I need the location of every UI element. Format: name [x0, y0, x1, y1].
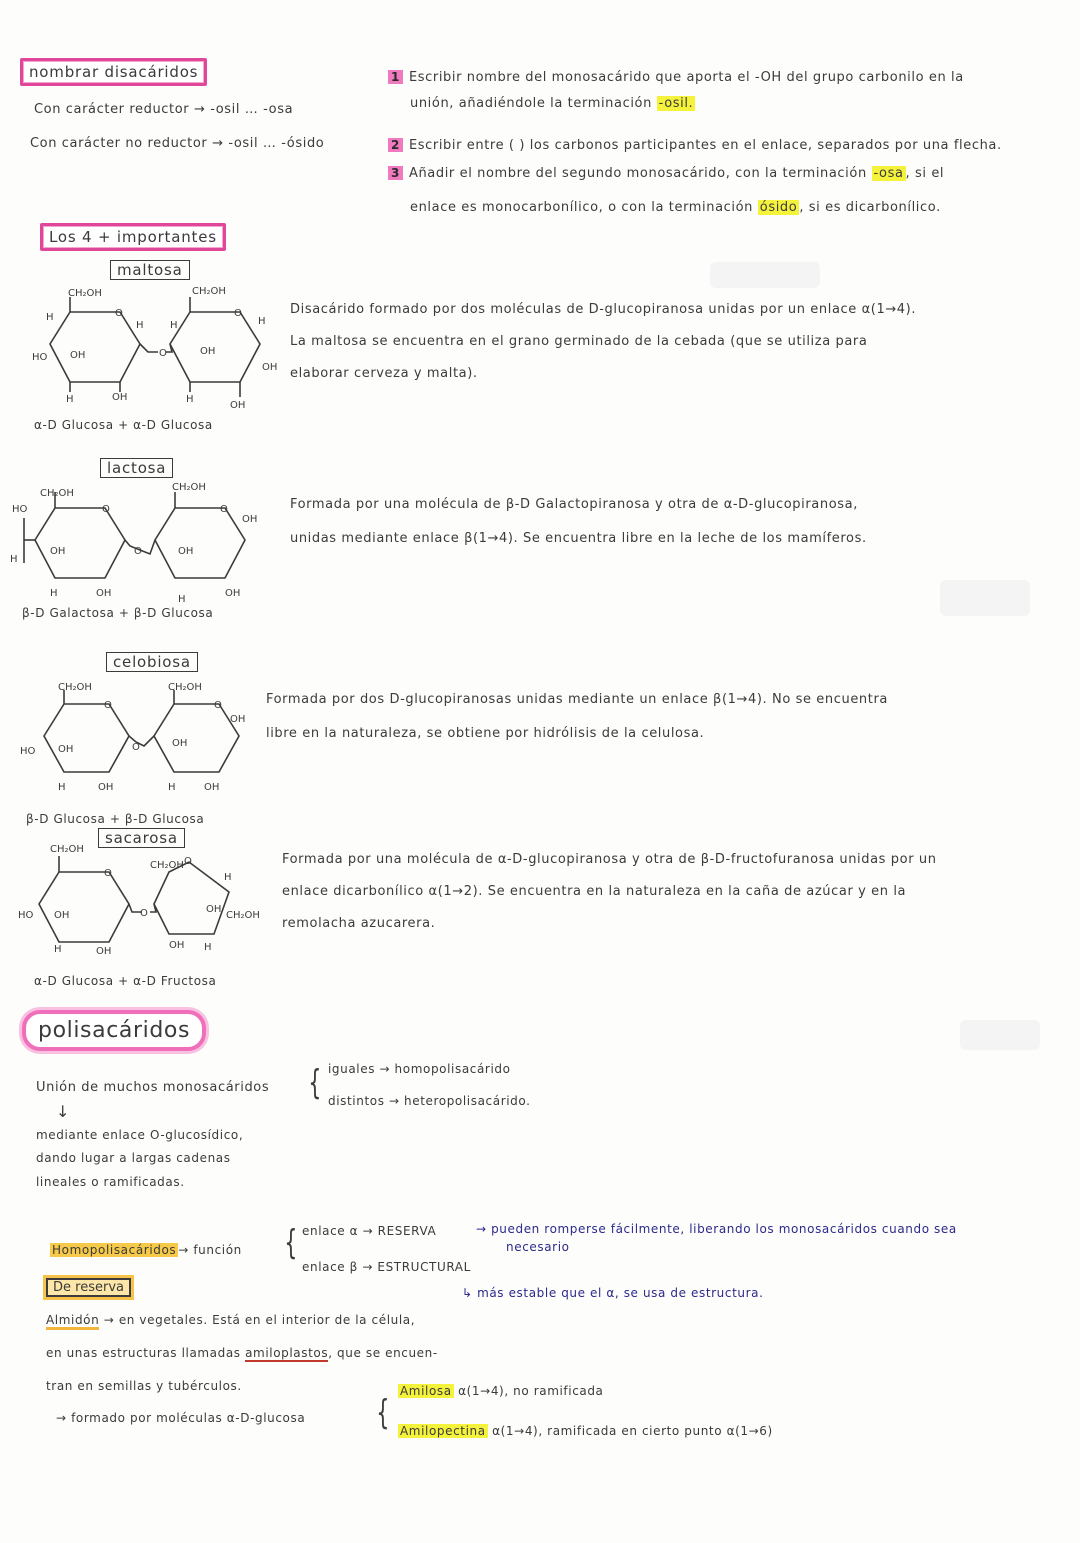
svg-text:OH: OH: [70, 350, 86, 361]
step-2: 2 Escribir entre ( ) los carbonos participantes en el enlace, separados por una flecha.: [388, 138, 1002, 154]
brace: {: [284, 1223, 298, 1263]
svg-text:OH: OH: [172, 738, 188, 749]
step-1-line-a: 1 Escribir nombre del monosacárido que aporta el -OH del grupo carbonilo en la: [388, 70, 964, 86]
svg-text:H: H: [204, 942, 212, 953]
polysaccharides-title: polisacáridos: [22, 1010, 206, 1051]
lactosa-label: lactosa: [100, 458, 173, 478]
reserve-title: De reserva: [46, 1278, 131, 1297]
svg-text:CH₂OH: CH₂OH: [50, 844, 84, 855]
svg-text:OH: OH: [206, 904, 222, 915]
svg-text:HO: HO: [12, 504, 28, 515]
svg-text:O: O: [132, 742, 140, 753]
svg-text:OH: OH: [169, 940, 185, 951]
step-1-line-b: unión, añadiéndole la terminación -osil.: [410, 96, 694, 111]
highlight-osil: -osil.: [658, 96, 694, 111]
starch-line-2: en unas estructuras llamadas amiloplastos, que se encuen-: [46, 1346, 438, 1360]
celobiosa-caption: β-D Glucosa + β-D Glucosa: [26, 812, 205, 826]
beta-note: ↳ más estable que el α, se usa de estructura.: [462, 1286, 764, 1300]
svg-text:CH₂OH: CH₂OH: [150, 860, 184, 871]
svg-text:OH: OH: [50, 546, 66, 557]
step-3-line-a: 3 Añadir el nombre del segundo monosacárido, con la terminación -osa , si el: [388, 166, 944, 182]
svg-text:OH: OH: [204, 782, 220, 793]
svg-text:CH₂OH: CH₂OH: [40, 488, 74, 499]
svg-text:O: O: [115, 308, 123, 319]
sacarosa-label: sacarosa: [98, 828, 185, 848]
svg-text:OH: OH: [58, 744, 74, 755]
celobiosa-structure: [14, 676, 264, 796]
beta-bond: enlace β → ESTRUCTURAL: [302, 1260, 471, 1274]
lactosa-structure: [10, 478, 280, 605]
svg-text:H: H: [46, 312, 54, 323]
lactosa-caption: β-D Galactosa + β-D Glucosa: [22, 606, 214, 620]
celobiosa-label: celobiosa: [106, 652, 198, 672]
svg-text:O: O: [134, 546, 142, 557]
svg-text:OH: OH: [200, 346, 216, 357]
svg-text:H: H: [136, 320, 144, 331]
svg-text:OH: OH: [112, 392, 128, 403]
svg-text:O: O: [184, 856, 192, 867]
amylose: Amilosa α(1→4), no ramificada: [400, 1384, 604, 1398]
svg-text:H: H: [10, 554, 18, 565]
svg-text:OH: OH: [54, 910, 70, 921]
starch-line-1: Almidón → en vegetales. Está en el interior de la célula,: [46, 1313, 415, 1327]
maltosa-structure: [20, 282, 280, 412]
svg-text:H: H: [186, 394, 194, 405]
brace: {: [376, 1393, 390, 1433]
svg-text:CH₂OH: CH₂OH: [68, 288, 102, 299]
svg-text:CH₂OH: CH₂OH: [58, 682, 92, 693]
maltosa-caption: α-D Glucosa + α-D Glucosa: [34, 418, 213, 432]
svg-text:H: H: [224, 872, 232, 883]
rule-reducing: Con carácter reductor → -osil … -osa: [34, 102, 294, 117]
alpha-bond: enlace α → RESERVA: [302, 1224, 437, 1238]
alpha-note-a: → pueden romperse fácilmente, liberando los monosacáridos cuando sea: [476, 1222, 957, 1236]
alpha-note-b: necesario: [506, 1240, 570, 1254]
step-3-line-b: enlace es monocarbonílico, o con la terminación ósido , si es dicarbonílico.: [410, 200, 941, 215]
bleed-through: [960, 1020, 1040, 1050]
step-number: 2: [388, 138, 403, 152]
svg-text:O: O: [104, 868, 112, 879]
rule-nonreducing: Con carácter no reductor → -osil … -ósido: [30, 136, 325, 151]
svg-text:OH: OH: [96, 946, 112, 957]
svg-text:CH₂OH: CH₂OH: [192, 286, 226, 297]
svg-text:H: H: [178, 594, 186, 605]
starch-line-3: tran en semillas y tubérculos.: [46, 1379, 242, 1393]
svg-text:HO: HO: [20, 746, 36, 757]
bleed-through: [710, 262, 820, 288]
amyloplasts-term: amiloplastos: [245, 1346, 329, 1360]
svg-text:O: O: [159, 348, 167, 359]
svg-text:O: O: [220, 504, 228, 515]
down-arrow-icon: ↓: [56, 1102, 71, 1121]
svg-text:OH: OH: [262, 362, 278, 373]
svg-text:O: O: [234, 308, 242, 319]
bleed-through: [940, 580, 1030, 616]
sacarosa-caption: α-D Glucosa + α-D Fructosa: [34, 974, 217, 988]
svg-text:OH: OH: [242, 514, 258, 525]
svg-text:OH: OH: [96, 588, 112, 599]
union-text: Unión de muchos monosacáridos: [36, 1080, 270, 1095]
amylopectin: Amilopectina α(1→4), ramificada en cierto punto α(1→6): [400, 1424, 773, 1438]
svg-text:CH₂OH: CH₂OH: [226, 910, 260, 921]
svg-text:HO: HO: [32, 352, 48, 363]
svg-text:H: H: [258, 316, 266, 327]
brace: {: [308, 1063, 322, 1103]
svg-text:H: H: [168, 782, 176, 793]
svg-text:OH: OH: [225, 588, 241, 599]
svg-text:O: O: [140, 908, 148, 919]
svg-text:O: O: [214, 700, 222, 711]
svg-text:CH₂OH: CH₂OH: [172, 482, 206, 493]
homo-label: Homopolisacáridos → función: [52, 1243, 242, 1257]
svg-text:H: H: [50, 588, 58, 599]
svg-text:OH: OH: [230, 714, 246, 725]
svg-text:H: H: [54, 944, 62, 955]
highlight-osa: -osa: [873, 166, 904, 181]
notes-page: nombrar disacáridos Con carácter reductor → -osil … -osa Con carácter no reductor → -osil … -ósido 1 Escribir nombre del monosacárido que aporta el -OH del grupo carbonilo en la unión, añadiéndole la terminación -osil. 2 Escribir entre ( ) los carbonos participantes en el enlace, separados por una flecha. 3 Añadir el nombre del segundo monosacárido, con la terminación -osa , si el enlace es monocarbonílico, o con la terminación ósido , si es dicarbonílico. Los 4 + importantes maltosa CH₂OH CH₂OH O O O HO OH OH OH OH OH H H H H H H α-D Glucosa + α-D Glucosa Disacárido formado por dos moléculas de D-glucopiranosa unidas por un enlace α(1→4). La maltosa se encuentra en el grano germinado de la cebada (que se utiliza para elaborar cerveza y malta). lactosa CH₂OH CH₂OH O O O HO OH OH OH OH OH H H H β-D Galactosa + β-D Glucosa Formada por una molécula de β-D Galactopiranosa y otra de α-D-glucopiranosa, unidas mediante enlace β(1→4). Se encuentra libre en la leche de los mamíferos. celobiosa CH₂OH CH₂OH O O O HO OH OH OH OH OH H H β-D Glucosa + β-D Glucosa Formada por dos D-glucopiranosas unidas mediante un enlace β(1→4). No se encuentra libre en la naturaleza, se obtiene por hidrólisis de la celulosa. sacarosa CH₂OH CH₂OH O O O HO OH OH OH OH CH₂OH H H H α-D Glucosa + α-D Fructosa Formada por una molécula de α-D-glucopiranosa y otra de β-D-fructofuranosa unidas por un enlace dicarbonílico α(1→2). Se encuentra en la naturaleza en la caña de azúcar y en la remolacha azucarera. polisacáridos Unión de muchos monosacáridos { iguales → homopolisacárido distintos → heteropolisacárido. ↓ mediante enlace O-glucosídico, dando lugar a largas cadenas lineales o ramificadas. Homopolisacáridos → función { enlace α → RESERVA → pueden romperse fácilmente, liberando los monosacáridos cuando sea necesario enlace β → ESTRUCTURAL ↳ más estable que el α, se usa de estructura. De reserva Almidón → en vegetales. Está en el interior de la célula, en unas estructuras llamadas amiloplastos, que se encuen- tran en semillas y tubérculos. → formado por moléculas α-D-glucosa { Amilosa α(1→4), no ramificada Amilopectina α(1→4), ramificada en cierto punto α(1→6): [0, 0, 1080, 1543]
svg-text:H: H: [66, 394, 74, 405]
step-number: 1: [388, 70, 403, 84]
naming-title: nombrar disacáridos: [20, 58, 207, 86]
svg-text:OH: OH: [178, 546, 194, 557]
maltosa-label: maltosa: [110, 260, 190, 280]
svg-text:CH₂OH: CH₂OH: [168, 682, 202, 693]
svg-text:O: O: [102, 504, 110, 515]
branch-equal: iguales → homopolisacárido: [328, 1062, 511, 1076]
svg-text:OH: OH: [98, 782, 114, 793]
svg-text:OH: OH: [230, 400, 246, 411]
starch-label: Almidón: [46, 1313, 99, 1330]
svg-text:H: H: [170, 320, 178, 331]
highlight-osido: ósido: [759, 200, 798, 215]
svg-text:O: O: [104, 700, 112, 711]
svg-text:HO: HO: [18, 910, 34, 921]
important-title: Los 4 + importantes: [40, 223, 226, 251]
svg-text:H: H: [58, 782, 66, 793]
formed-by: → formado por moléculas α-D-glucosa: [56, 1411, 306, 1425]
branch-different: distintos → heteropolisacárido.: [328, 1094, 531, 1108]
step-number: 3: [388, 166, 403, 180]
sacarosa-structure: [14, 842, 284, 962]
